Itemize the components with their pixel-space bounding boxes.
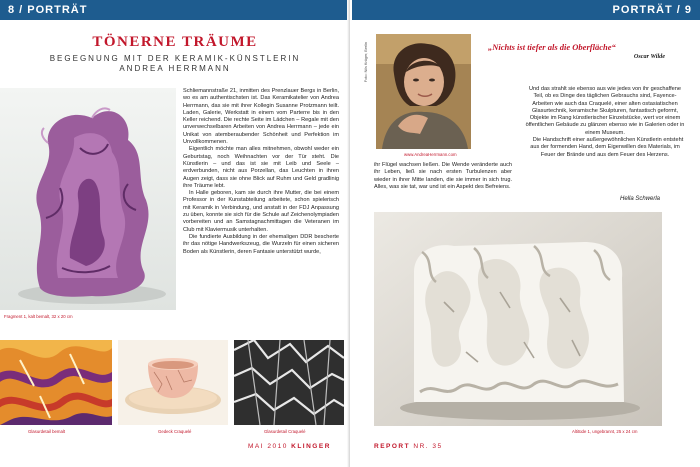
artist-website: www.AndreaHerrmann.com <box>404 152 457 157</box>
paragraph: Die Handschrift einer außergewöhnlichen Künstlerin entsteht aus der formenden Hand, dem Eigenwillen des Materials, im Feuer der Brände und aus dem Feuer des Herzens. <box>530 137 684 158</box>
article-subtitle-line2: ANDREA HERRMANN <box>119 64 231 73</box>
artist-portrait-illustration <box>376 34 471 149</box>
footer-report-name: REPORT <box>374 443 411 450</box>
article-subtitle-line1: BEGEGNUNG MIT DER KERAMIK-KÜNSTLERIN <box>49 54 301 63</box>
paragraph: In Halle geboren, kam sie durch ihre Mutter, die bei einem Professor in der Kunstabteilung arbeitete, schon spielerisch mit Keramik in Verbindung, und anstatt in der FDJ Anpassung zu üben, konnte sie sich für die Schule auf Zeichenolympiaden vorbereiten und an Samstagnachmittagen die Veteranen im Club mit Klaviermusik unterhalten. <box>183 190 339 233</box>
header-bar-left: 8 / PORTRÄT <box>0 0 348 20</box>
relief-sculpture-photo <box>374 212 662 426</box>
sculpture-illustration <box>0 88 176 310</box>
quote-author: Oscar Wilde <box>633 53 665 60</box>
paragraph: Die fundierte Ausbildung in der ehemaligen DDR bescherte ihr das nötige Handwerkszeug, die Wurzeln für einen sicheren Boden als Künstlerin, deren Fantasie unterstützt wurde, <box>183 233 339 255</box>
footer-issue-number: NR. 35 <box>413 443 443 450</box>
glaze-detail-photo <box>234 340 344 425</box>
caption-glaze-detail: Glasurdetail Craquelé <box>264 429 306 434</box>
footer-left <box>248 443 331 450</box>
article-column-right <box>524 86 686 166</box>
footer-issue-date: MAI 2010 <box>248 443 288 450</box>
footer-right <box>374 443 443 450</box>
paragraph: Eigentlich möchte man alles mitnehmen, obwohl weder ein Geburtstag, noch Weihnachten vor der Tür steht. Die Künstlerin – und das ist sie mit Leib und Seele – erdverbunden, nicht aus Porzellan, das Leuchten in ihren Augen zeigt, dass sie ohne Blick auf Ruhm und Geld gradlinig ihre Träume lebt. <box>183 146 339 189</box>
article-column-left <box>183 88 339 320</box>
paragraph: ihr Flügel wachsen ließen. Die Wende veränderte auch ihr Leben, ließ sie nach ersten Turbulenzen aber wieder in ihrer Mitte landen, die sie immer in sich trug. Alles, was sie tat, war und ist ein Aspekt des Befreiens. <box>374 162 512 190</box>
photo-credit: Foto: Nils Krüger, Berlin <box>364 42 368 83</box>
article-column-mid <box>374 162 512 192</box>
footer-magazine-name: KLINGER <box>291 443 331 450</box>
quote-text: „Nichts ist tiefer als die Oberfläche“ <box>488 42 616 52</box>
author-signature: Hella Schwerla <box>620 196 661 202</box>
caption-tableware: Gedeck Craquelé <box>158 429 192 434</box>
caption-relief: Altitüde 1, ungebrannt, 25 x 24 cm <box>572 429 638 434</box>
paragraph: Und das strahlt sie ebenso aus wie jedes von ihr geschaffene Teil, ob es Dinge des täglichen Gebrauchs sind, Fayence-Arbeiten wie auch das Craquelé, einer alten ostasiatischen Glasurtechnik, keramische Skulpturen, fantastisch geformt, Objekte im Rang künstlerischer Einzelstücke, wert vor einem öffentlichen Gebäude zu glänzen ebenso wie in Galerien oder in einem Museum. <box>525 86 685 136</box>
glaze-painted-illustration <box>0 340 112 425</box>
caption-fragment: Fragment 1, kalt bemalt, 32 x 20 cm <box>4 314 73 319</box>
relief-sculpture-illustration <box>374 212 662 426</box>
header-bar-right: PORTRÄT / 9 <box>352 0 700 20</box>
sculpture-photo <box>0 88 176 310</box>
page-right <box>350 0 700 467</box>
glaze-detail-illustration <box>234 340 344 425</box>
tableware-illustration <box>118 340 228 425</box>
article-title: TÖNERNE TRÄUME <box>92 34 258 50</box>
caption-glaze-painted: Glasurdetail bemalt <box>28 429 66 434</box>
glaze-painted-photo <box>0 340 112 425</box>
paragraph: Schliemannstraße 21, inmitten des Prenzlauer Bergs in Berlin, wo es am authentischsten ist. Das Keramikatelier von Andrea Herrmann, das sie mit ihrer Kollegin Susanne Protzmann teilt. Laden, Galerie, Werkstatt in einem vom Parterre bis in den Keller reichend. Die rechte Seite im Lädchen – Regale mit den unverwechselbaren Arbeiten von Andrea Herrmann – jede ein Unikat von atemberaubender Schönheit und Perfektion im Unvollkommenen. <box>183 88 339 146</box>
tableware-photo <box>118 340 228 425</box>
artist-portrait-photo <box>376 34 471 149</box>
